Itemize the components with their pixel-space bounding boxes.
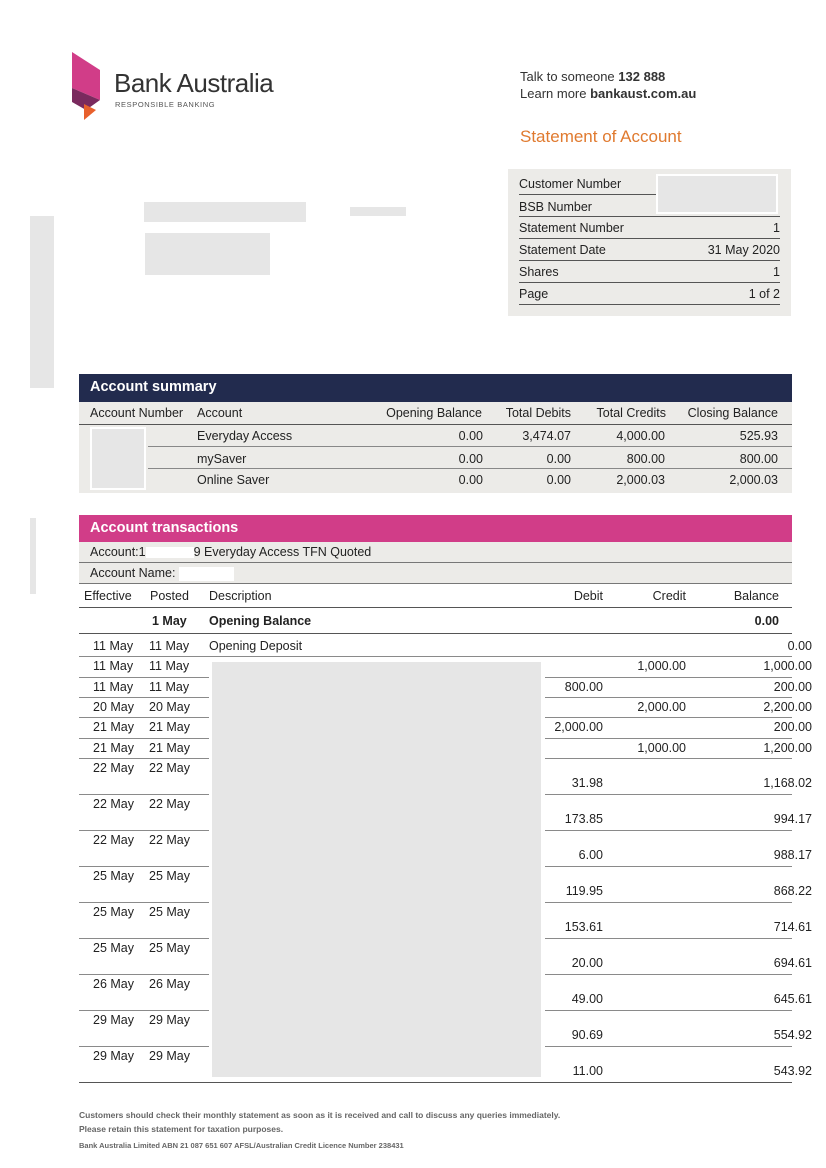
balance-amount: 868.22 [773, 884, 812, 898]
effective-date: 26 May [93, 977, 134, 991]
shares-row: Shares 1 [519, 261, 780, 283]
statement-number-row: Statement Number 1 [519, 217, 780, 239]
posted-date: 11 May [149, 680, 190, 694]
redacted-margin [30, 216, 54, 388]
debit-amount: 11.00 [572, 1064, 603, 1078]
footer-tax-notice: Please retain this statement for taxation purposes. [79, 1124, 284, 1134]
col-description: Description [209, 589, 272, 603]
col-credit: Credit [652, 589, 686, 603]
col-posted: Posted [150, 589, 189, 603]
debit-amount: 31.98 [571, 776, 603, 790]
customer-number-row: Customer Number [519, 173, 667, 195]
posted-date: 22 May [149, 797, 190, 811]
posted-date: 21 May [149, 741, 190, 755]
balance-amount: 543.92 [773, 1064, 812, 1078]
contact-phone-line: Talk to someone 132 888 [520, 69, 666, 84]
effective-date: 21 May [93, 720, 134, 734]
redacted-name [144, 202, 306, 222]
footer-notice: Customers should check their monthly statement as soon as it is received and call to discuss any queries immediately. [79, 1110, 561, 1120]
debit-amount: 49.00 [571, 992, 603, 1006]
posted-date: 25 May [149, 941, 190, 955]
effective-date: 11 May [93, 659, 134, 673]
posted-date: 20 May [149, 700, 190, 714]
col-account: Account [197, 406, 243, 420]
statement-date-row: Statement Date 31 May 2020 [519, 239, 780, 261]
balance-amount: 1,000.00 [763, 659, 812, 673]
bank-tagline: RESPONSIBLE BANKING [115, 100, 216, 109]
effective-date: 25 May [93, 869, 134, 883]
posted-date: 22 May [149, 761, 190, 775]
balance-amount: 554.92 [773, 1028, 812, 1042]
col-effective: Effective [84, 589, 132, 603]
redacted-account-digits [146, 547, 194, 558]
balance-amount: 1,200.00 [763, 741, 812, 755]
posted-date: 25 May [149, 869, 190, 883]
redacted-margin-2 [30, 518, 36, 594]
bsb-row: BSB Number [519, 200, 592, 214]
balance-amount: 200.00 [773, 680, 812, 694]
account-summary-table: Account Number Account Opening Balance Total Debits Total Credits Closing Balance Everyday Access 0.00 3,474.07 4,000.00 525.93 mySaver 0.00 0.00 800.00 800.00 Online Saver 0.00 0.00 2,000.03 2,000.03 [79, 402, 792, 493]
posted-date: 11 May [149, 639, 190, 653]
credit-amount: 1,000.00 [637, 659, 686, 673]
credit-amount: 1,000.00 [637, 741, 686, 755]
footer-legal: Bank Australia Limited ABN 21 087 651 607 AFSL/Australian Credit Licence Number 238431 [79, 1141, 404, 1150]
statement-title: Statement of Account [520, 127, 682, 146]
effective-date: 25 May [93, 941, 134, 955]
balance-amount: 2,200.00 [763, 700, 812, 714]
debit-amount: 173.85 [564, 812, 603, 826]
effective-date: 22 May [93, 761, 134, 775]
col-total-credits: Total Credits [596, 406, 666, 420]
redacted-descriptions [212, 662, 541, 1077]
debit-amount: 119.95 [565, 884, 603, 898]
page-row: Page 1 of 2 [519, 283, 780, 305]
redacted-address [145, 233, 270, 275]
description: Opening Deposit [209, 639, 303, 653]
debit-amount: 2,000.00 [554, 720, 603, 734]
posted-date: 29 May [149, 1013, 190, 1027]
contact-web-line: Learn more bankaust.com.au [520, 86, 697, 101]
effective-date: 20 May [93, 700, 134, 714]
col-account-number: Account Number [90, 406, 184, 420]
account-number-row: Account:1 9 Everyday Access TFN Quoted [79, 542, 792, 563]
col-balance: Balance [733, 589, 779, 603]
balance-amount: 988.17 [773, 848, 812, 862]
debit-amount: 90.69 [571, 1028, 603, 1042]
phone-number: 132 888 [618, 69, 666, 84]
posted-date: 11 May [149, 659, 190, 673]
effective-date: 29 May [93, 1049, 134, 1063]
balance-amount: 200.00 [773, 720, 812, 734]
bank-name: Bank Australia [114, 68, 274, 98]
balance-amount: 714.61 [773, 920, 812, 934]
balance-amount: 694.61 [773, 956, 812, 970]
posted-date: 29 May [149, 1049, 190, 1063]
effective-date: 22 May [93, 833, 134, 847]
redacted-account-name [179, 567, 234, 581]
effective-date: 11 May [93, 639, 134, 653]
account-transactions-header: Account transactions [79, 515, 792, 543]
posted-date: 21 May [149, 720, 190, 734]
col-closing-balance: Closing Balance [687, 406, 778, 420]
col-total-debits: Total Debits [505, 406, 571, 420]
posted-date: 25 May [149, 905, 190, 919]
account-summary-header: Account summary [79, 374, 792, 402]
redacted-customer-number [656, 174, 778, 214]
effective-date: 11 May [93, 680, 134, 694]
effective-date: 29 May [93, 1013, 134, 1027]
redacted-account-number [90, 427, 146, 490]
balance-amount: 0.00 [787, 639, 812, 653]
balance-amount: 994.17 [773, 812, 812, 826]
credit-amount: 2,000.00 [637, 700, 686, 714]
effective-date: 22 May [93, 797, 134, 811]
posted-date: 22 May [149, 833, 190, 847]
bank-logo [70, 52, 290, 122]
debit-amount: 6.00 [578, 848, 603, 862]
website-link[interactable]: bankaust.com.au [590, 86, 697, 101]
account-name-row: Account Name: [79, 563, 792, 584]
effective-date: 25 May [93, 905, 134, 919]
debit-amount: 20.00 [571, 956, 603, 970]
debit-amount: 800.00 [564, 680, 603, 694]
statement-info-box [508, 169, 791, 316]
col-opening-balance: Opening Balance [386, 406, 482, 420]
balance-amount: 1,168.02 [763, 776, 812, 790]
redacted-text [350, 207, 406, 216]
balance-amount: 645.61 [773, 992, 812, 1006]
effective-date: 21 May [93, 741, 134, 755]
logo-mark-icon [70, 52, 102, 122]
debit-amount: 153.61 [564, 920, 603, 934]
col-debit: Debit [573, 589, 603, 603]
posted-date: 26 May [149, 977, 190, 991]
